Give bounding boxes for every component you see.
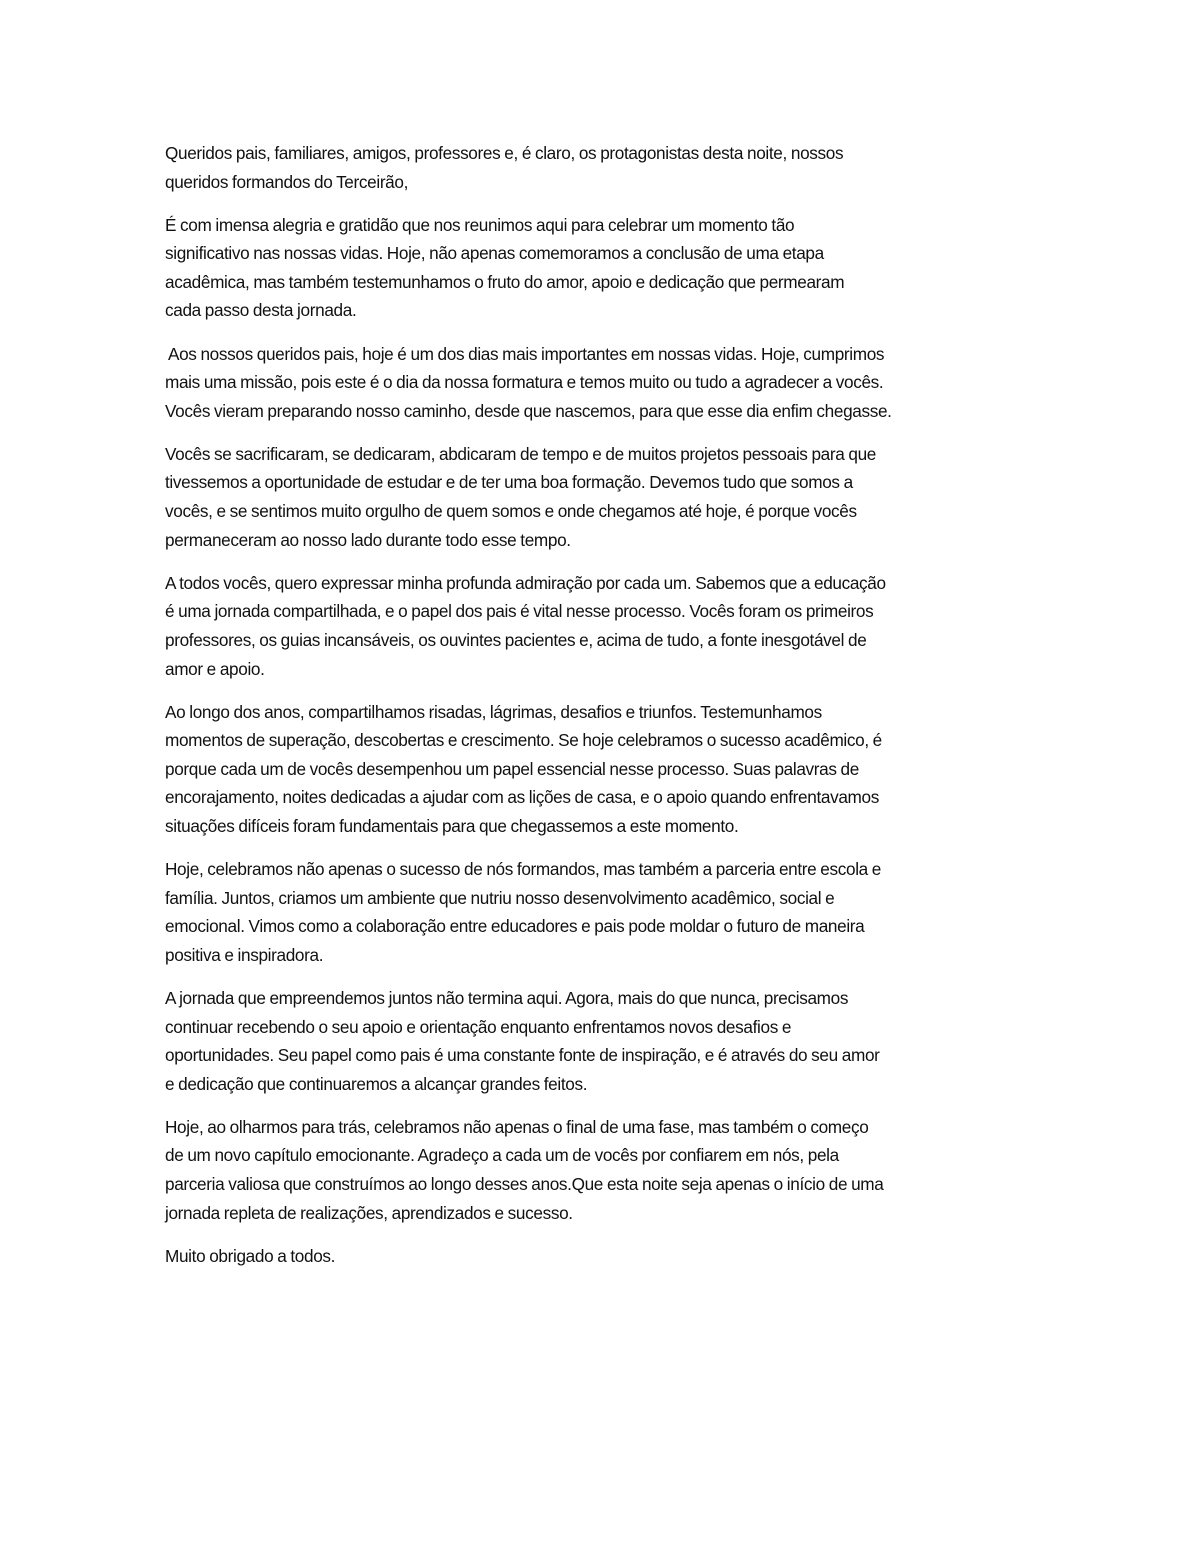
- text-line: acadêmica, mas também testemunhamos o fruto do amor, apoio e dedicação que permearam: [165, 271, 845, 292]
- paragraph-looking-back: [165, 1113, 1045, 1227]
- text-line: queridos formandos do Terceirão,: [165, 171, 409, 192]
- text-line: Hoje, ao olharmos para trás, celebramos não apenas o final de uma fase, mas também o começo: [165, 1116, 869, 1137]
- text-line: é uma jornada compartilhada, e o papel dos pais é vital nesse processo. Vocês foram os primeiros: [165, 601, 874, 622]
- text-line: parceria valiosa que construímos ao longo desses anos.Que esta noite seja apenas o início de uma: [165, 1174, 884, 1194]
- paragraph-partnership: [165, 855, 1045, 969]
- text-line: Queridos pais, familiares, amigos, professores e, é claro, os protagonistas desta noite, nossos: [165, 143, 844, 163]
- text-line: mais uma missão, pois este é o dia da nossa formatura e temos muito ou tudo a agradecer a vocês.: [165, 372, 884, 393]
- text-line: professores, os guias incansáveis, os ouvintes pacientes e, acima de tudo, a fonte inesgotável de: [165, 629, 867, 650]
- text-line: oportunidades. Seu papel como pais é uma constante fonte de inspiração, e é através do seu amor: [165, 1045, 880, 1066]
- text-line: tivessemos a oportunidade de estudar e de ter uma boa formação. Devemos tudo que somos a: [165, 472, 853, 493]
- text-line: encorajamento, noites dedicadas a ajudar com as lições de casa, e o apoio quando enfrentavamos: [165, 787, 879, 808]
- text-line: e dedicação que continuaremos a alcançar grandes feitos.: [165, 1073, 588, 1094]
- text-line: permaneceram ao nosso lado durante todo esse tempo.: [165, 529, 571, 550]
- text-line: momentos de superação, descobertas e crescimento. Se hoje celebramos o sucesso acadêmico, é: [165, 730, 882, 751]
- paragraph-years: [165, 698, 1045, 841]
- paragraph-sacrifice: [165, 440, 1045, 554]
- text-line: Vocês se sacrificaram, se dedicaram, abdicaram de tempo e de muitos projetos pessoais para que: [165, 443, 877, 464]
- paragraph-admiration: [165, 569, 1045, 683]
- text-line: positiva e inspiradora.: [165, 944, 324, 965]
- text-line: significativo nas nossas vidas. Hoje, não apenas comemoramos a conclusão de uma etapa: [165, 243, 824, 264]
- text-line: de um novo capítulo emocionante. Agradeço a cada um de vocês por confiarem em nós, pela: [165, 1145, 839, 1166]
- text-line: É com imensa alegria e gratidão que nos reunimos aqui para celebrar um momento tão: [165, 214, 795, 235]
- speech-body: [165, 139, 1045, 1285]
- text-line: família. Juntos, criamos um ambiente que nutriu nosso desenvolvimento acadêmico, social e: [165, 887, 835, 908]
- text-line: Ao longo dos anos, compartilhamos risadas, lágrimas, desafios e triunfos. Testemunhamos: [165, 701, 822, 722]
- text-line: jornada repleta de realizações, aprendizados e sucesso.: [165, 1202, 573, 1223]
- text-line: porque cada um de vocês desempenhou um papel essencial nesse processo. Suas palavras de: [165, 758, 859, 779]
- text-line: situações difíceis foram fundamentais para que chegassemos a este momento.: [165, 815, 739, 836]
- text-line: Muito obrigado a todos.: [165, 1245, 336, 1266]
- text-line: continuar recebendo o seu apoio e orientação enquanto enfrentamos novos desafios e: [165, 1016, 792, 1037]
- text-line: emocional. Vimos como a colaboração entre educadores e pais pode moldar o futuro de maneira: [165, 916, 865, 937]
- text-line: A jornada que empreendemos juntos não termina aqui. Agora, mais do que nunca, precisamos: [165, 987, 849, 1008]
- paragraph-closing: [165, 1242, 1045, 1271]
- text-line: vocês, e se sentimos muito orgulho de quem somos e onde chegamos até hoje, é porque vocês: [165, 501, 857, 522]
- text-line: amor e apoio.: [165, 658, 265, 679]
- paragraph-journey: [165, 984, 1045, 1098]
- paragraph-salutation: [165, 139, 1045, 196]
- text-line: Vocês vieram preparando nosso caminho, desde que nascemos, para que esse dia enfim chegasse.: [165, 400, 892, 421]
- text-line: A todos vocês, quero expressar minha profunda admiração por cada um. Sabemos que a educação: [165, 572, 886, 593]
- text-line: cada passo desta jornada.: [165, 300, 357, 321]
- text-line: Aos nossos queridos pais, hoje é um dos dias mais importantes em nossas vidas. Hoje, cumprimos: [165, 343, 885, 364]
- text-line: Hoje, celebramos não apenas o sucesso de nós formandos, mas também a parceria entre escola e: [165, 859, 882, 880]
- paragraph-opening: [165, 211, 1045, 325]
- paragraph-parents: [165, 340, 1045, 426]
